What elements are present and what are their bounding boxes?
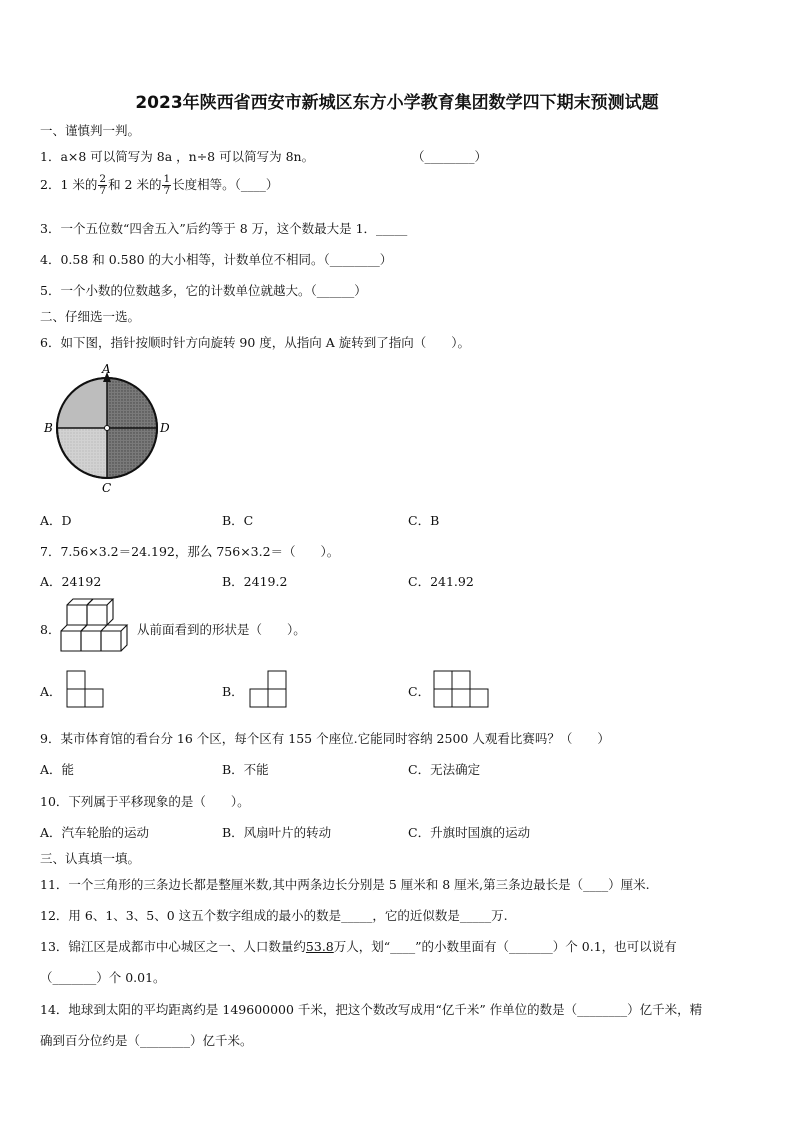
question-8-number: 8． <box>40 622 61 637</box>
question-10: 10．下列属于平移现象的是（ ）。 <box>40 794 250 809</box>
question-2 <box>40 174 278 197</box>
q13-underlined-number: 53.8 <box>305 939 334 954</box>
label-d: D <box>160 421 170 435</box>
question-3: 3．一个五位数“四舍五入”后约等于 8 万，这个数最大是 1．_____ <box>40 221 408 236</box>
q6-option-c[interactable]: C．B <box>408 513 440 528</box>
question-14: 14．地球到太阳的平均距离约是 149600000 千米，把这个数改写成用“亿千米” 作单位的数是（________）亿千米，精 <box>40 1002 703 1017</box>
q6-option-a[interactable]: A．D <box>40 513 72 528</box>
q13-text-pre: 13．锦江区是成都市中心城区之一、人口数量约 <box>40 939 306 954</box>
fraction-2-7: $\frac{2}{7}$ <box>99 173 107 197</box>
q9-option-b[interactable]: B．不能 <box>222 762 269 777</box>
q7-option-b[interactable]: B．2419.2 <box>222 574 288 589</box>
q6-option-b[interactable]: B．C <box>222 513 254 528</box>
q8-option-a-shape <box>65 669 105 709</box>
q7-option-a[interactable]: A．24192 <box>40 574 102 589</box>
question-1: 1．a×8 可以简写为 8a ，n÷8 可以简写为 8n。 <box>40 149 315 164</box>
q2-text-pre: 2．1 米的 <box>40 177 98 192</box>
section-heading-1: 一、谨慎判一判。 <box>40 123 141 138</box>
question-1-blank: （________） <box>412 149 488 164</box>
q10-option-a[interactable]: A．汽车轮胎的运动 <box>40 825 150 840</box>
q10-option-b[interactable]: B．风扇叶片的转动 <box>222 825 332 840</box>
question-9: 9．某市体育馆的看台分 16 个区，每个区有 155 个座位.它能同时容纳 2500 人观看比赛吗？（ ） <box>40 731 610 746</box>
question-11: 11．一个三角形的三条边长都是整厘米数,其中两条边长分别是 5 厘米和 8 厘米,第三条边最长是（____）厘米. <box>40 877 650 892</box>
label-b: B <box>44 421 53 435</box>
question-5: 5．一个小数的位数越多，它的计数单位就越大。（______） <box>40 283 367 298</box>
fraction-1-7: $\frac{1}{7}$ <box>163 173 171 197</box>
question-8: 从前面看到的形状是（ ）。 <box>137 622 306 637</box>
section-heading-2: 二、仔细选一选。 <box>40 309 141 324</box>
q8-option-b[interactable]: B． <box>222 684 244 699</box>
compass-diagram <box>40 360 180 495</box>
question-13-line-2: （_______）个 0.01。 <box>40 970 166 985</box>
q10-option-c[interactable]: C．升旗时国旗的运动 <box>408 825 531 840</box>
q8-option-c-shape <box>432 669 492 709</box>
cube-stack-figure <box>58 597 138 653</box>
q2-text-mid: 和 2 米的 <box>108 177 162 192</box>
question-13 <box>40 937 677 955</box>
section-heading-3: 三、认真填一填。 <box>40 851 141 866</box>
q8-option-c[interactable]: C． <box>408 684 431 699</box>
q2-text-post: 长度相等。（____） <box>172 177 279 192</box>
page-title: 2023年陕西省西安市新城区东方小学教育集团数学四下期末预测试题 <box>135 93 659 113</box>
q8-option-b-shape <box>247 669 289 709</box>
q9-option-a[interactable]: A．能 <box>40 762 75 777</box>
question-12: 12．用 6、1、3、5、0 这五个数字组成的最小的数是_____，它的近似数是_____万. <box>40 908 508 923</box>
label-a: A <box>102 362 111 376</box>
q9-option-c[interactable]: C．无法确定 <box>408 762 481 777</box>
q13-text-post: 万人，划“____”的小数里面有（_______）个 0.1，也可以说有 <box>333 939 677 954</box>
question-14-line-2: 确到百分位约是（________）亿千米。 <box>40 1033 253 1048</box>
q8-option-a[interactable]: A． <box>40 684 62 699</box>
question-7: 7．7.56×3.2＝24.192，那么 756×3.2＝（ ）。 <box>40 544 340 559</box>
q7-option-c[interactable]: C．241.92 <box>408 574 474 589</box>
question-4: 4．0.58 和 0.580 的大小相等，计数单位不相同。（________） <box>40 252 393 267</box>
label-c: C <box>102 481 112 495</box>
question-6: 6．如下图，指针按顺时针方向旋转 90 度，从指向 A 旋转到了指向（ ）。 <box>40 335 471 350</box>
